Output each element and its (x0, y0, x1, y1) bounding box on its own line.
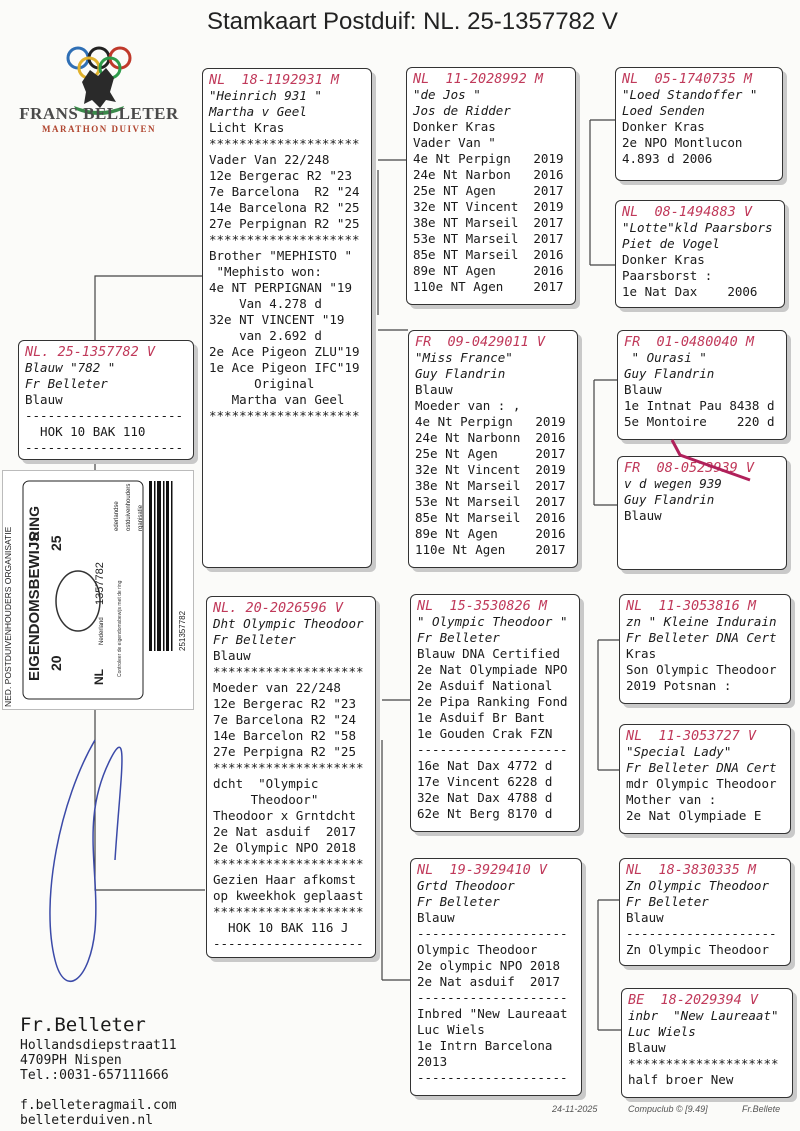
ring-number: NL 05-1740735 M (622, 71, 753, 87)
card-line: Guy Flandrin (415, 366, 506, 381)
card-line: 89e Nt Agen 2016 (415, 526, 566, 541)
card-line: ******************** (209, 136, 360, 151)
card-line: 2e Nat asduif 2017 (417, 974, 560, 989)
card-line: Zn Olympic Theodoor (626, 878, 769, 893)
card-line: ******************** (213, 664, 364, 679)
card-line: Gezien Haar afkomst (213, 872, 356, 887)
logo-name: FRANS BELLETER (19, 104, 179, 123)
card-line: Moeder van 22/248 (213, 680, 341, 695)
card-line: Blauw "782 " (25, 360, 116, 375)
card-line: HOK 10 BAK 116 J (213, 920, 349, 935)
sticker-ring-word: RING (26, 506, 42, 541)
card-line: Grtd Theodoor (417, 878, 515, 893)
card-line: 2e Nat Olympiade NPO (417, 662, 568, 677)
card-line: "Loed Standoffer " (622, 87, 758, 102)
sticker-title: EIGENDOMSBEWIJS (26, 531, 43, 681)
ring-number: NL 11-2028992 M (413, 71, 544, 87)
pigeon-card-mother[interactable] (206, 596, 376, 958)
card-line: 85e NT Marseil 2016 (413, 247, 564, 262)
sticker-brand-n: ederlandse (114, 501, 120, 531)
card-line: Piet de Vogel (622, 236, 720, 251)
card-line: 2e Ace Pigeon ZLU"19 (209, 344, 360, 359)
pigeon-card-father[interactable] (202, 68, 372, 568)
card-line: op kweekhok geplaast (213, 888, 364, 903)
ownership-certificate-sticker (2, 470, 194, 710)
card-line: 62e Nt Berg 8170 d (417, 806, 553, 821)
pigeon-card-mfm[interactable] (619, 724, 791, 834)
card-line: 16e Nat Dax 4772 d (417, 758, 553, 773)
card-line: 4.893 d 2006 (622, 151, 713, 166)
card-line: "Mephisto won: (209, 264, 322, 279)
card-line: Blauw DNA Certified (417, 646, 560, 661)
card-line: -------------------- (626, 926, 777, 941)
card-line: 2013 (417, 1054, 448, 1069)
card-line: 38e NT Marseil 2017 (413, 215, 564, 230)
card-line: 14e Barcelon R2 "58 (213, 728, 356, 743)
card-line: 2e Nat asduif 2017 (213, 824, 356, 839)
card-line: Brother "MEPHISTO " (209, 248, 352, 263)
card-line: Moeder van : , (415, 398, 521, 413)
card-line: Blauw (25, 392, 63, 407)
card-line: Fr Belleter (626, 894, 709, 909)
card-line: ******************** (209, 408, 360, 423)
card-line: 2e NPO Montlucon (622, 135, 743, 150)
card-line: Blauw (415, 382, 453, 397)
card-line: 2019 Potsnan : (626, 678, 732, 693)
card-line: 5e Montoire 220 d (624, 414, 775, 429)
sticker-year-2: 25 (48, 535, 64, 551)
card-line: 110e Nt Agen 2017 (415, 542, 566, 557)
card-line: Blauw (417, 910, 455, 925)
ring-number: FR 09-0429011 V (415, 334, 546, 350)
card-line: -------------------- (417, 1070, 568, 1085)
pigeon-card-mmf[interactable] (619, 858, 791, 966)
owner-city: 4709PH Nispen (20, 1053, 122, 1068)
card-line: v d wegen 939 (624, 476, 722, 491)
card-line: 17e Vincent 6228 d (417, 774, 553, 789)
sticker-barcode (149, 481, 173, 651)
ring-number: BE 18-2029394 V (628, 992, 759, 1008)
card-line: Vader Van 22/248 (209, 152, 330, 167)
card-line: "de Jos " (413, 87, 481, 102)
card-line: 53e NT Marseil 2017 (413, 231, 564, 246)
card-line: 2e Asduif National (417, 678, 553, 693)
card-line: Blauw (213, 648, 251, 663)
card-line: ******************** (213, 904, 364, 919)
card-line: half broer New (628, 1072, 734, 1087)
page-title: Stamkaart Postduif: NL. 25-1357782 V (207, 8, 618, 35)
card-line: Donker Kras (622, 252, 705, 267)
card-line: 1e Intrn Barcelona (417, 1038, 553, 1053)
card-line: Guy Flandrin (624, 366, 715, 381)
card-line: Dht Olympic Theodoor (213, 616, 364, 631)
card-line: ******************** (209, 232, 360, 247)
card-line: -------------------- (417, 990, 568, 1005)
card-line: 4e NT PERPIGNAN "19 (209, 280, 352, 295)
card-line: Inbred "New Laureaat (417, 1006, 568, 1021)
card-line: --------------------- (25, 440, 184, 455)
pigeon-card-fmm[interactable] (617, 456, 787, 570)
card-line: inbr "New Laureaat" (628, 1008, 779, 1023)
sticker-country-word: Nederland (99, 617, 105, 645)
ring-number: NL. 20-2026596 V (213, 600, 344, 616)
software-credit: Compuclub © [9.49] (628, 1104, 708, 1114)
card-line: 38e Nt Marseil 2017 (415, 478, 566, 493)
card-line: 4e Nt Perpign 2019 (415, 414, 566, 429)
card-line: 53e Nt Marseil 2017 (415, 494, 566, 509)
sticker-brand-p: ostduivenhouders (126, 483, 132, 531)
pigeon-card-mff[interactable] (619, 594, 791, 704)
card-line: 4e Nt Perpign 2019 (413, 151, 564, 166)
owner-email[interactable]: f.belleteragmail.com (20, 1098, 177, 1113)
sticker-ring-number: 1357782 (94, 562, 106, 605)
card-line: Paarsborst : (622, 268, 713, 283)
card-line: Fr Belleter DNA Cert (626, 630, 777, 645)
card-line: Guy Flandrin (624, 492, 715, 507)
card-line: Theodoor" (213, 792, 319, 807)
card-line: van 2.692 d (209, 328, 322, 343)
ring-number: NL 11-3053816 M (626, 598, 757, 614)
card-line: 12e Bergerac R2 "23 (209, 168, 352, 183)
card-line: Fr Belleter (213, 632, 296, 647)
pigeon-card-father-mother[interactable] (408, 330, 578, 568)
card-line: Martha van Geel (209, 392, 345, 407)
card-line: 25e Nt Agen 2017 (415, 446, 566, 461)
card-line: Fr Belleter (417, 630, 500, 645)
card-line: ******************** (628, 1056, 779, 1071)
card-line: 32e Nt Vincent 2019 (415, 462, 566, 477)
card-line: "Miss France" (415, 350, 513, 365)
ring-number: NL 08-1494883 V (622, 204, 753, 220)
card-line: Van 4.278 d (209, 296, 322, 311)
card-line: Theodoor x Grntdcht (213, 808, 356, 823)
card-line: 24e Nt Narbon 2016 (413, 167, 564, 182)
card-line: Donker Kras (413, 119, 496, 134)
card-line: -------------------- (417, 742, 568, 757)
card-line: "Lotte"kld Paarsbors (622, 220, 773, 235)
card-line: 32e NT Vincent 2019 (413, 199, 564, 214)
card-line: 2e Nat Olympiade E (626, 808, 762, 823)
card-line: 12e Bergerac R2 "23 (213, 696, 356, 711)
card-line: 1e Nat Dax 2006 (622, 284, 758, 299)
card-line: Blauw (624, 382, 662, 397)
ring-number: NL 18-1192931 M (209, 72, 340, 88)
card-line: 27e Perpignan R2 "25 (209, 216, 360, 231)
pigeon-card-ffm[interactable] (615, 200, 785, 308)
card-line: ******************** (213, 760, 364, 775)
card-line: ******************** (213, 856, 364, 871)
card-line: "Heinrich 931 " (209, 88, 322, 103)
card-line: 7e Barcelona R2 "24 (213, 712, 356, 727)
card-line: Fr Belleter (25, 376, 108, 391)
sticker-country: NL (92, 669, 106, 685)
ring-number: FR 01-0480040 M (624, 334, 755, 350)
card-line: Fr Belleter DNA Cert (626, 760, 777, 775)
card-line: Luc Wiels (628, 1024, 696, 1039)
card-line: 85e Nt Marseil 2016 (415, 510, 566, 525)
sticker-brand-o: rganisatie (138, 504, 144, 531)
card-line: 1e Ace Pigeon IFC"19 (209, 360, 360, 375)
card-line: Licht Kras (209, 120, 285, 135)
card-line: 32e Nat Dax 4788 d (417, 790, 553, 805)
card-line: Kras (626, 646, 657, 661)
card-line: --------------------- (25, 408, 184, 423)
card-line: Original (209, 376, 315, 391)
card-line: Loed Senden (622, 103, 705, 118)
pigeon-card-mmm[interactable] (621, 988, 793, 1098)
sticker-note: Controleer de eigendomsbewijs met de ring (117, 580, 123, 677)
ring-number: NL 18-3830335 M (626, 862, 757, 878)
card-line: -------------------- (417, 926, 568, 941)
card-line: Vader Van " (413, 135, 496, 150)
card-line: 110e NT Agen 2017 (413, 279, 564, 294)
ring-number: NL 19-3929410 V (417, 862, 548, 878)
card-line: Blauw (626, 910, 664, 925)
card-line: Son Olympic Theodoor (626, 662, 777, 677)
card-line: 32e NT VINCENT "19 (209, 312, 345, 327)
card-line: 1e Asduif Br Bant (417, 710, 545, 725)
card-line: 27e Perpigna R2 "25 (213, 744, 356, 759)
pigeon-card-mother-mother[interactable] (410, 858, 582, 1096)
pigeon-card-subject[interactable] (18, 340, 194, 460)
sticker-org-text: NED. POSTDUIVENHOUDERS ORGANISATIE (3, 526, 13, 707)
card-line: -------------------- (213, 936, 364, 951)
card-line: 2e olympic NPO 2018 (417, 958, 560, 973)
sticker-year: 20 (48, 655, 64, 671)
card-line: dcht "Olympic (213, 776, 319, 791)
card-line: " Olympic Theodoor " (417, 614, 568, 629)
card-line: Blauw (628, 1040, 666, 1055)
card-line: Olympic Theodoor (417, 942, 538, 957)
card-line: Zn Olympic Theodoor (626, 942, 769, 957)
card-line: Fr Belleter (417, 894, 500, 909)
card-line: mdr Olympic Theodoor (626, 776, 777, 791)
card-line: 89e NT Agen 2016 (413, 263, 564, 278)
pigeon-card-mother-father[interactable] (410, 594, 580, 832)
sticker-barcode-number: 251357782 (178, 610, 187, 651)
card-line: HOK 10 BAK 110 (25, 424, 146, 439)
card-line: 2e Pipa Ranking Fond (417, 694, 568, 709)
card-line: 7e Barcelona R2 "24 (209, 184, 360, 199)
pigeon-card-fmf[interactable] (617, 330, 787, 440)
card-line: 2e Olympic NPO 2018 (213, 840, 356, 855)
logo-subtitle: MARATHON DUIVEN (41, 124, 157, 134)
card-line: 14e Barcelona R2 "25 (209, 200, 360, 215)
card-line: Donker Kras (622, 119, 705, 134)
ring-number: FR 08-0523939 V (624, 460, 755, 476)
footer-owner: Fr.Bellete (742, 1104, 781, 1114)
card-line: zn " Kleine Indurain (626, 614, 777, 629)
ring-number: NL 15-3530826 M (417, 598, 548, 614)
card-line: Blauw (624, 508, 662, 523)
ring-number: NL. 25-1357782 V (25, 344, 156, 360)
card-line: Luc Wiels (417, 1022, 485, 1037)
card-line: 24e Nt Narbonn 2016 (415, 430, 566, 445)
owner-phone: Tel.:0031-657111666 (20, 1068, 169, 1083)
print-date: 24-11-2025 (552, 1104, 598, 1114)
card-line: 25e NT Agen 2017 (413, 183, 564, 198)
card-line: " Ourasi " (624, 350, 707, 365)
card-line: Mother van : (626, 792, 717, 807)
owner-name: Fr.Belleter (20, 1014, 146, 1036)
ring-number: NL 11-3053727 V (626, 728, 757, 744)
card-line: Jos de Ridder (413, 103, 511, 118)
owner-website[interactable]: belleterduiven.nl (20, 1113, 154, 1128)
card-line: "Special Lady" (626, 744, 732, 759)
pigeon-card-fff[interactable] (615, 67, 783, 181)
card-line: Martha v Geel (209, 104, 307, 119)
card-line: 1e Gouden Crak FZN (417, 726, 553, 741)
card-line: 1e Intnat Pau 8438 d (624, 398, 775, 413)
pigeon-card-father-father[interactable] (406, 67, 576, 305)
owner-street: Hollandsdiepstraat11 (20, 1038, 177, 1053)
